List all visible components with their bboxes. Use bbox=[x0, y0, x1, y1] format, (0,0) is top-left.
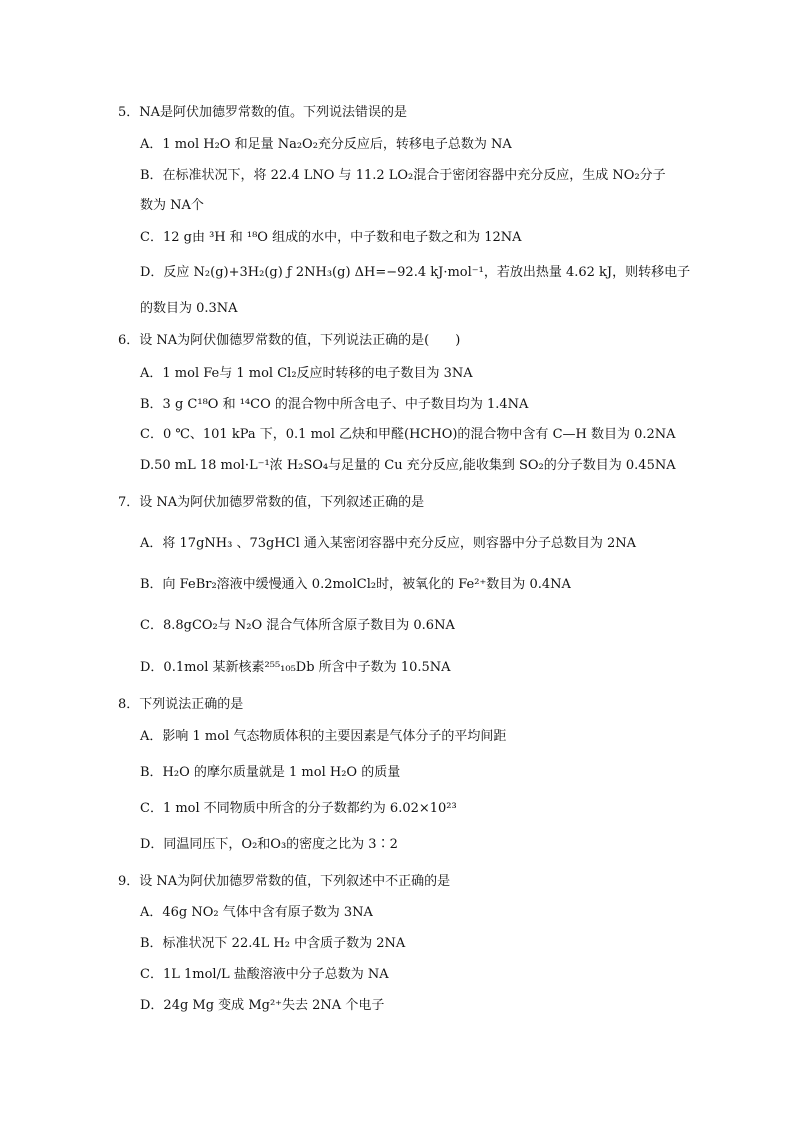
question-5-option-a: A．1 mol H₂O 和足量 Na₂O₂充分反应后，转移电子总数为 NA bbox=[140, 137, 512, 152]
question-9-option-d: D．24g Mg 变成 Mg²⁺失去 2NA 个电子 bbox=[140, 998, 385, 1013]
question-5-option-c: C．12 g由 ³H 和 ¹⁸O 组成的水中，中子数和电子数之和为 12NA bbox=[140, 230, 522, 245]
question-6-option-b: B．3 g C¹⁸O 和 ¹⁴CO 的混合物中所含电子、中子数目均为 1.4NA bbox=[140, 397, 529, 412]
question-6-option-d: D.50 mL 18 mol·L⁻¹浓 H₂SO₄与足量的 Cu 充分反应,能收集到 SO₂的分子数目为 0.45NA bbox=[140, 458, 676, 473]
question-6-option-a: A．1 mol Fe与 1 mol Cl₂反应时转移的电子数目为 3NA bbox=[140, 366, 473, 381]
question-5-option-d: D．反应 N₂(g)+3H₂(g) ƒ 2NH₃(g) ΔH=−92.4 kJ·mol⁻¹，若放出热量 4.62 kJ，则转移电子 bbox=[140, 265, 691, 280]
question-9-option-a: A．46g NO₂ 气体中含有原子数为 3NA bbox=[140, 905, 373, 920]
question-6-option-c: C．0 ℃、101 kPa 下，0.1 mol 乙炔和甲醛(HCHO)的混合物中含有 C—H 数目为 0.2NA bbox=[140, 427, 676, 442]
question-5-option-b-cont: 数为 NA个 bbox=[140, 198, 204, 213]
question-8-option-d: D．同温同压下，O₂和O₃的密度之比为 3∶2 bbox=[140, 837, 398, 852]
question-7-option-c: C．8.8gCO₂与 N₂O 混合气体所含原子数目为 0.6NA bbox=[140, 618, 455, 633]
question-7-option-b: B．向 FeBr₂溶液中缓慢通入 0.2molCl₂时，被氧化的 Fe²⁺数目为 0.4NA bbox=[140, 577, 571, 592]
question-9-option-c: C．1L 1mol/L 盐酸溶液中分子总数为 NA bbox=[140, 967, 389, 982]
question-5-option-b: B．在标准状况下，将 22.4 LNO 与 11.2 LO₂混合于密闭容器中充分反应，生成 NO₂分子 bbox=[140, 168, 666, 183]
question-7-option-d: D．0.1mol 某新核素²⁵⁵₁₀₅Db 所含中子数为 10.5NA bbox=[140, 660, 451, 675]
question-8-option-a: A．影响 1 mol 气态物质体积的主要因素是气体分子的平均间距 bbox=[140, 729, 507, 744]
question-5-stem: 5．NA是阿伏加德罗常数的值。下列说法错误的是 bbox=[118, 105, 408, 120]
question-5-option-d-cont: 的数目为 0.3NA bbox=[140, 301, 238, 316]
question-9-option-b: B．标准状况下 22.4L H₂ 中含质子数为 2NA bbox=[140, 936, 406, 951]
question-7-option-a: A．将 17gNH₃ 、73gHCl 通入某密闭容器中充分反应，则容器中分子总数目为 2NA bbox=[140, 536, 637, 551]
question-8-option-c: C．1 mol 不同物质中所含的分子数都约为 6.02×10²³ bbox=[140, 801, 457, 816]
question-8-option-b: B．H₂O 的摩尔质量就是 1 mol H₂O 的质量 bbox=[140, 765, 401, 780]
question-8-stem: 8．下列说法正确的是 bbox=[118, 697, 244, 712]
question-9-stem: 9．设 NA为阿伏加德罗常数的值，下列叙述中不正确的是 bbox=[118, 874, 451, 889]
question-7-stem: 7．设 NA为阿伏加德罗常数的值，下列叙述正确的是 bbox=[118, 495, 425, 510]
question-6-stem: 6．设 NA为阿伏伽德罗常数的值，下列说法正确的是( ) bbox=[118, 333, 461, 348]
